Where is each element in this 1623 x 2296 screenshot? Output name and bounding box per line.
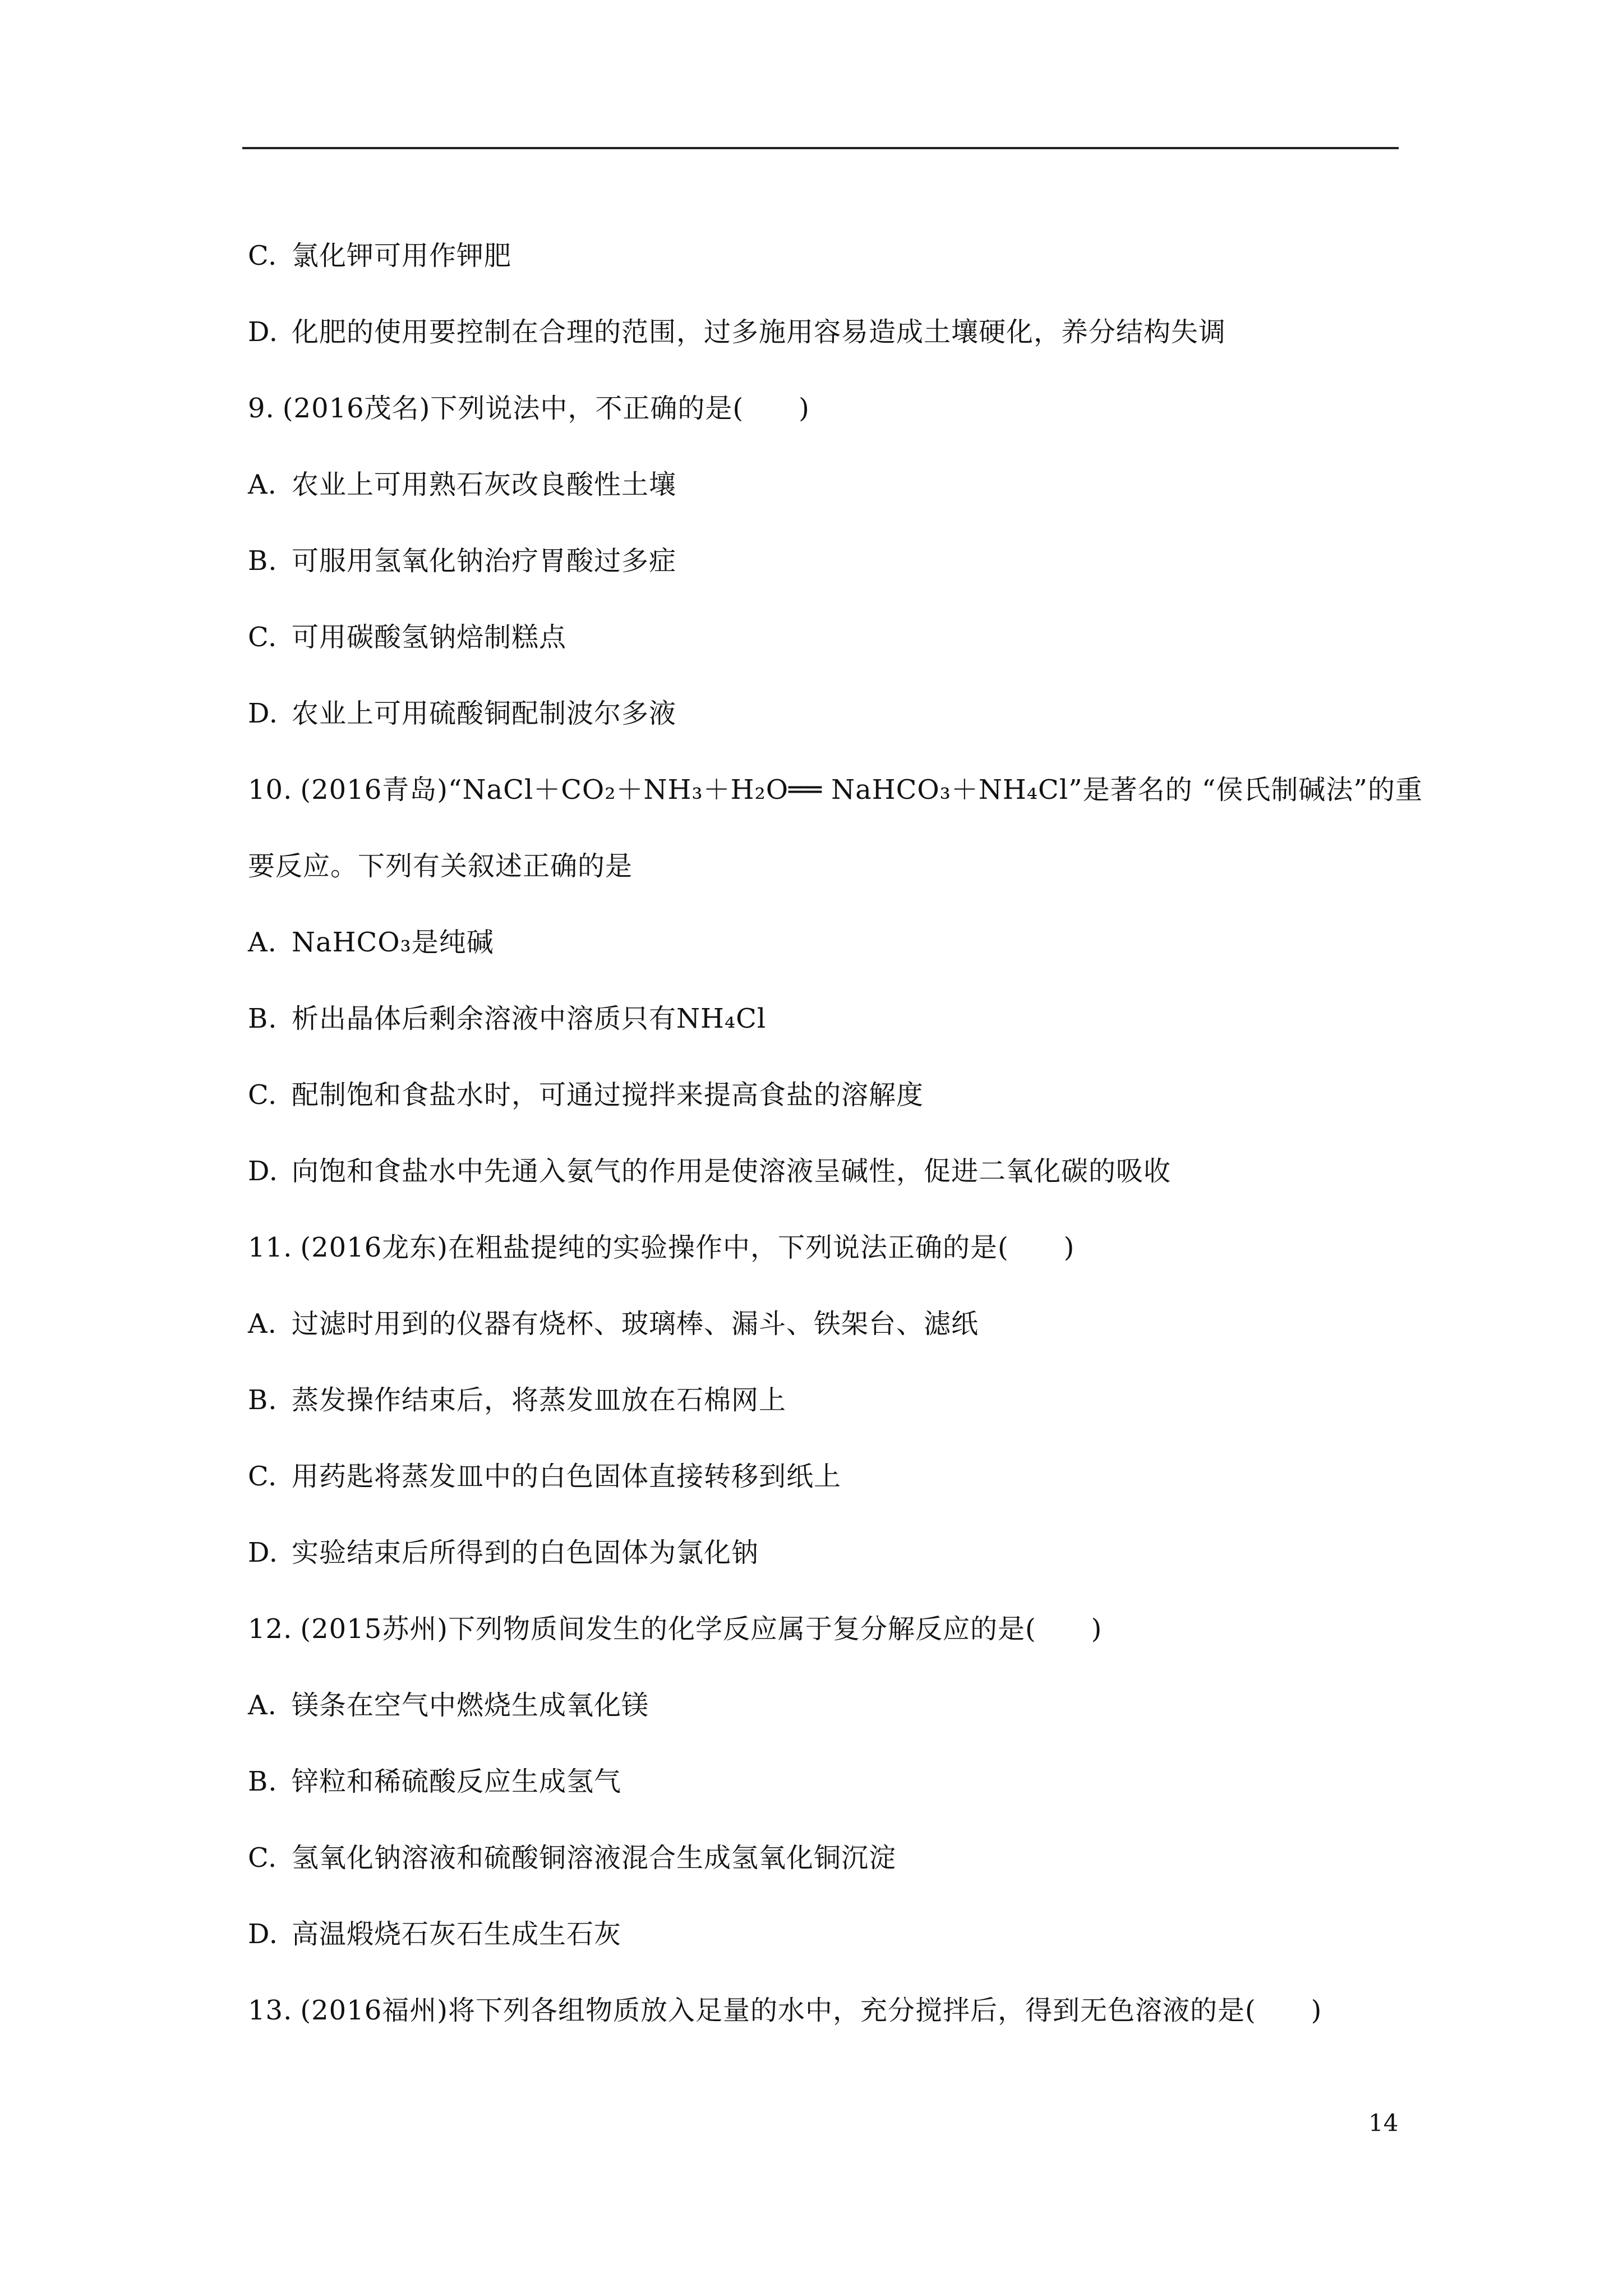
- line-prefix: C.: [248, 622, 278, 653]
- line-prefix: A.: [248, 927, 277, 958]
- question-number: 12.: [248, 1613, 293, 1645]
- option-line: [248, 239, 511, 273]
- option-line: [248, 1841, 896, 1875]
- question-text: (2016青岛)“NaCl＋CO₂＋NH₃＋H₂O══ NaHCO₃＋NH₄Cl”是著名的 “侯氏制碱法”的重: [300, 774, 1423, 806]
- line-prefix: C.: [248, 1079, 278, 1111]
- option-line: [248, 1078, 924, 1112]
- line-prefix: D.: [248, 1156, 279, 1187]
- option-line: [248, 1765, 621, 1798]
- line-prefix: D.: [248, 698, 279, 729]
- question-text: (2016茂名)下列说法中，不正确的是( ): [282, 393, 810, 424]
- option-line: [248, 544, 676, 578]
- option-line: [248, 468, 676, 501]
- line-text: 氯化钾可用作钾肥: [292, 240, 512, 272]
- line-text: 农业上可用熟石灰改良酸性土壤: [292, 469, 677, 500]
- line-text: 蒸发操作结束后，将蒸发皿放在石棉网上: [292, 1384, 787, 1416]
- line-prefix: B.: [248, 1766, 278, 1797]
- question-line: [248, 1231, 1075, 1264]
- question-text: (2016龙东)在粗盐提纯的实验操作中，下列说法正确的是( ): [300, 1232, 1075, 1263]
- line-text: 镁条在空气中燃烧生成氧化镁: [292, 1690, 649, 1721]
- line-prefix: C.: [248, 1842, 278, 1874]
- line-prefix: A.: [248, 469, 277, 500]
- option-line: [248, 1383, 786, 1417]
- option-line: [248, 1154, 1171, 1188]
- option-line: [248, 1536, 759, 1570]
- line-text: 要反应。下列有关叙述正确的是: [248, 850, 633, 882]
- option-line: [248, 1917, 621, 1951]
- option-line: [248, 1688, 649, 1722]
- option-line: [248, 620, 566, 654]
- question-line: [248, 1994, 1322, 2027]
- line-text: 氢氧化钠溶液和硫酸铜溶液混合生成氢氧化铜沉淀: [292, 1842, 897, 1874]
- line-text: 析出晶体后剩余溶液中溶质只有NH₄Cl: [292, 1003, 767, 1034]
- question-line: [248, 392, 810, 425]
- line-text: 高温煅烧石灰石生成生石灰: [292, 1918, 622, 1950]
- line-text: 可用碳酸氢钠焙制糕点: [292, 622, 567, 653]
- line-prefix: D.: [248, 1537, 279, 1568]
- line-text: 农业上可用硫酸铜配制波尔多液: [292, 698, 677, 729]
- line-text: 实验结束后所得到的白色固体为氯化钠: [292, 1537, 759, 1568]
- option-line: [248, 926, 494, 959]
- line-text: NaHCO₃是纯碱: [292, 927, 494, 958]
- line-text: 化肥的使用要控制在合理的范围，过多施用容易造成土壤硬化，养分结构失调: [292, 316, 1227, 348]
- line-prefix: B.: [248, 1003, 278, 1034]
- line-prefix: C.: [248, 1461, 278, 1492]
- line-prefix: B.: [248, 545, 278, 577]
- question-line: [248, 1612, 1102, 1646]
- header-rule: [242, 147, 1399, 149]
- option-line: [248, 1002, 766, 1036]
- question-number: 10.: [248, 774, 293, 806]
- line-prefix: B.: [248, 1384, 278, 1416]
- line-prefix: A.: [248, 1308, 277, 1340]
- line-prefix: A.: [248, 1690, 277, 1721]
- line-prefix: D.: [248, 316, 279, 348]
- line-text: 锌粒和稀硫酸反应生成氢气: [292, 1766, 622, 1797]
- question-continuation: [248, 849, 633, 883]
- question-line: [248, 773, 1423, 807]
- line-text: 可服用氢氧化钠治疗胃酸过多症: [292, 545, 677, 577]
- line-text: 向饱和食盐水中先通入氨气的作用是使溶液呈碱性，促进二氧化碳的吸收: [292, 1156, 1172, 1187]
- question-number: 9.: [248, 393, 275, 424]
- option-line: [248, 697, 676, 730]
- line-prefix: C.: [248, 240, 278, 272]
- option-line: [248, 1307, 979, 1341]
- question-text: (2015苏州)下列物质间发生的化学反应属于复分解反应的是( ): [300, 1613, 1103, 1645]
- option-line: [248, 1460, 841, 1493]
- line-prefix: D.: [248, 1918, 279, 1950]
- option-line: [248, 315, 1226, 349]
- page-number: 14: [1368, 2109, 1399, 2137]
- question-number: 13.: [248, 1995, 293, 2026]
- question-number: 11.: [248, 1232, 293, 1263]
- question-text: (2016福州)将下列各组物质放入足量的水中，充分搅拌后，得到无色溶液的是( ): [300, 1995, 1322, 2026]
- line-text: 过滤时用到的仪器有烧杯、玻璃棒、漏斗、铁架台、滤纸: [292, 1308, 979, 1340]
- line-text: 用药匙将蒸发皿中的白色固体直接转移到纸上: [292, 1461, 842, 1492]
- line-text: 配制饱和食盐水时，可通过搅拌来提高食盐的溶解度: [292, 1079, 924, 1111]
